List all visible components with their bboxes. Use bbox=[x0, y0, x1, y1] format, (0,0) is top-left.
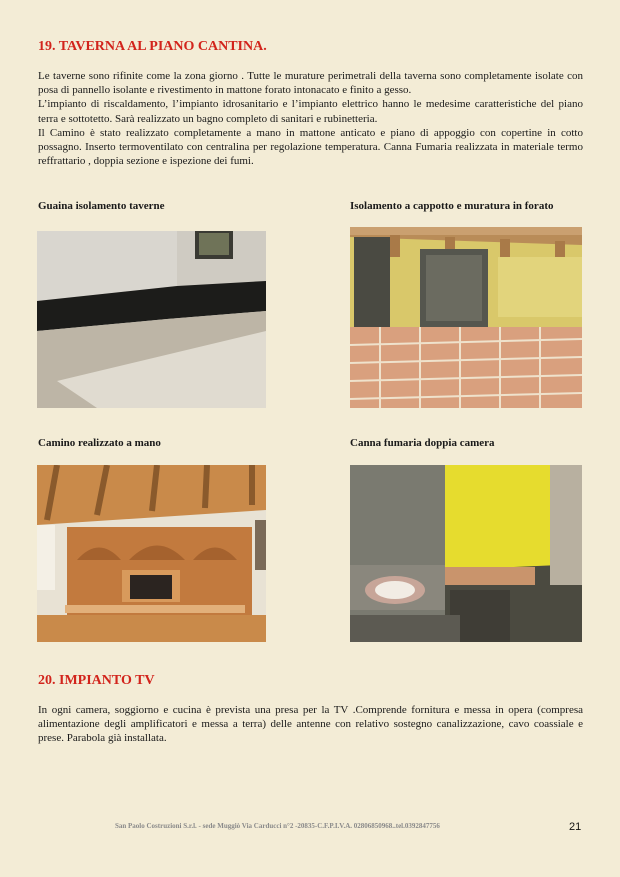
section-20-title: 20. IMPIANTO TV bbox=[38, 673, 155, 688]
photo-caption-cappotto: Isolamento a cappotto e muratura in forato bbox=[350, 200, 554, 212]
photo-insulation-membrane bbox=[37, 231, 266, 408]
photo-caption-guaina: Guaina isolamento taverne bbox=[38, 200, 165, 212]
photo-caption-canna: Canna fumaria doppia camera bbox=[350, 437, 495, 449]
photo-fireplace bbox=[37, 465, 266, 642]
paragraph-line: Il Camino è stato realizzato completamente a mano in mattone anticato e piano di appoggio con copertine in cotto possagno. Inserto termoventilato con centralina per regolazione temperatura. Canna Fumaria realizzata in materiale termo reffrattario , doppia sezione e ispezione dei fumi. bbox=[38, 126, 583, 168]
paragraph-line: Le taverne sono rifinite come la zona giorno . Tutte le murature perimetrali della taverna sono completamente isolate con posa di pannello isolante e rivestimento in mattone forato intonacato e finito a gesso. bbox=[38, 70, 583, 97]
section-19-title: 19. TAVERNA AL PIANO CANTINA. bbox=[38, 39, 267, 54]
paragraph-line: L’impianto di riscaldamento, l’impianto idrosanitario e l’impianto elettrico hanno le medesime caratteristiche del piano terra e sottotetto. Sarà realizzato un bagno completo di sanitari e rubinetteria. bbox=[38, 98, 583, 125]
photo-flue bbox=[350, 465, 582, 642]
page-number: 21 bbox=[569, 821, 582, 833]
section-20-paragraph: In ogni camera, soggiorno e cucina è prevista una presa per la TV .Comprende fornitura e messa in opera (compresa alimentazione degli amplificatori e messa a terra) delle antenne con relativo sostegno canalizzazione, cavo coassiale e prese. Parabola già installata. bbox=[38, 704, 583, 745]
section-19-paragraph bbox=[38, 69, 583, 168]
photo-caption-camino: Camino realizzato a mano bbox=[38, 437, 161, 449]
photo-brick-insulation bbox=[350, 227, 582, 408]
footer-company-info: San Paolo Costruzioni S.r.l. - sede Muggiò Via Carducci n°2 -20835-C.F.P.I.V.A. 02806850968..tel.0392847756 bbox=[115, 822, 440, 830]
